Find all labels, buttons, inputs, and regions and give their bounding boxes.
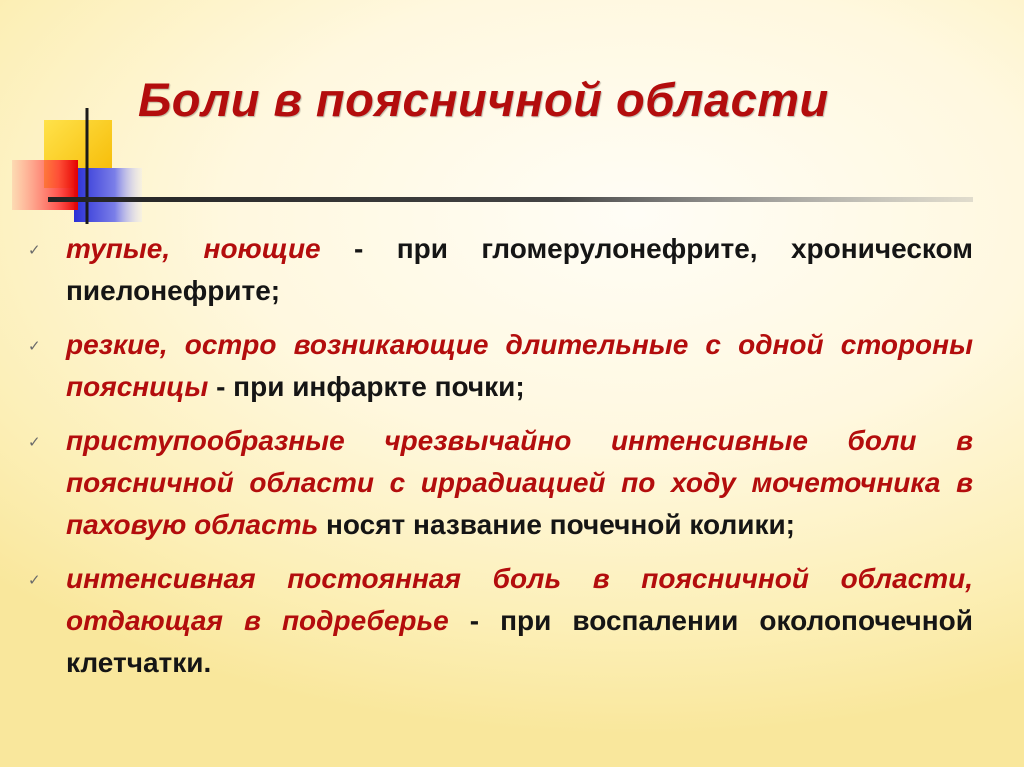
bullet-list <box>28 228 973 696</box>
horizontal-rule <box>48 197 973 202</box>
slide-title: Боли в поясничной области <box>138 73 829 126</box>
item-text: - при гломерулонефрите, хроническом пиелонефрите; <box>66 233 973 306</box>
item-text: носят название почечной колики; <box>318 509 795 540</box>
checkmark-icon: ✓ <box>28 572 41 589</box>
list-item <box>28 420 973 546</box>
checkmark-icon: ✓ <box>28 434 41 451</box>
blue-square <box>74 168 142 222</box>
item-emphasis: резкие, остро возникающие длительные с одной стороны поясницы <box>66 329 973 402</box>
checkmark-icon: ✓ <box>28 242 41 259</box>
item-text: - при инфаркте почки; <box>208 371 525 402</box>
red-square <box>12 160 78 210</box>
item-emphasis: приступообразные чрезвычайно интенсивные боли в поясничной области с иррадиацией по ходу мочеточника в паховую область <box>66 425 973 540</box>
checkmark-icon: ✓ <box>28 338 41 355</box>
item-text: - при воспалении околопочечной клетчатки. <box>66 605 973 678</box>
list-item <box>28 228 973 312</box>
list-item <box>28 558 973 684</box>
item-emphasis: интенсивная постоянная боль в поясничной области, отдающая в подреберье <box>66 563 973 636</box>
list-item <box>28 324 973 408</box>
item-emphasis: тупые, ноющие <box>66 233 321 264</box>
